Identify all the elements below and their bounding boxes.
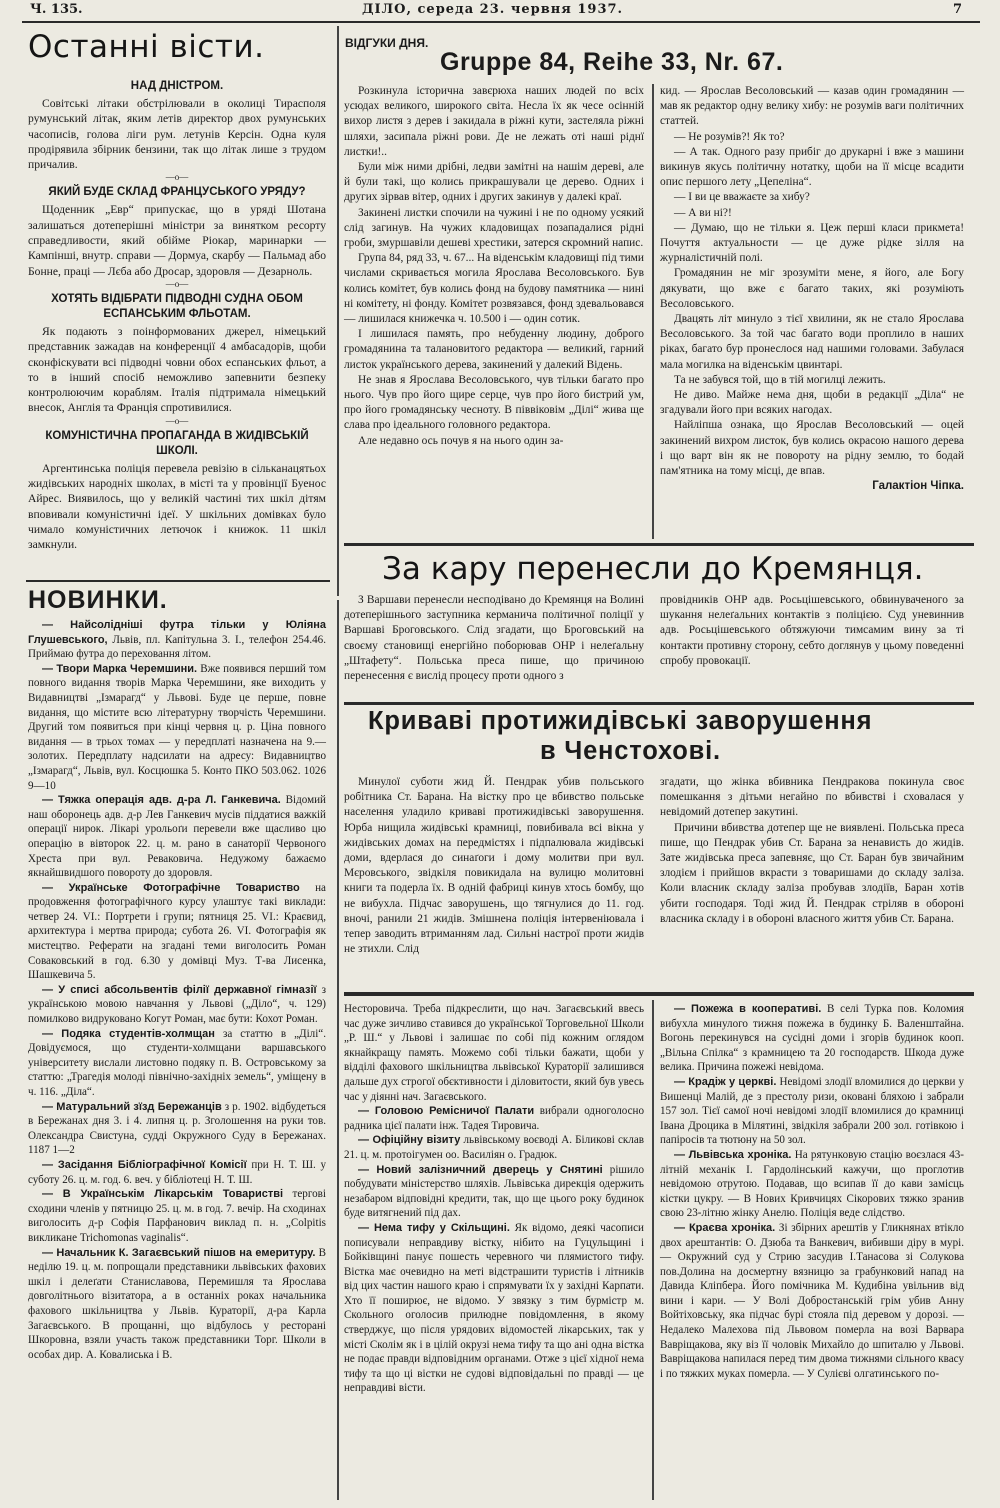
novelty-heading: — Засідання Бібліографічної Комісії <box>42 1158 247 1171</box>
feature-paragraph: Група 84, ряд 33, ч. 67... На віденськім кладовищі під тими числами скривається могила Ярослава Весоловського. Був колись комітет, був колись фонд на будову памятника — нині ні комітету, ні фонду. Комітет розвязався, фонд здевальовався — лишилася книжечка ч. 10.500 і — один сотик. <box>344 252 644 326</box>
novelty-heading: — Начальник К. Загаєвський пішов на емеритуру. <box>42 1246 316 1259</box>
section-rule <box>344 702 974 705</box>
novelty-item <box>28 1027 326 1100</box>
novelty-text: тергові сходини членів у пятницю 25. ц. м. в год. 7. вечір. На сходинах виголосить д-р Софія Парфанович виклад п. н. „Colpitis викликане Trichomonas vaginalis“. <box>28 1188 326 1244</box>
feature-paragraph: — А так. Одного разу прибіг до друкарні і вже з машини викинув якусь політичну нотатку, щоби на її місце всадити опис першого лету „Цепеліна“. <box>660 145 964 189</box>
czestochowa-column-2 <box>660 775 964 927</box>
feature-paragraph: Та не забувся той, що в тій могилці лежить. <box>674 373 886 386</box>
novelty-item <box>28 1187 326 1245</box>
czestochowa-column-1 <box>344 775 644 957</box>
masthead-rule <box>22 21 980 23</box>
latest-news-column <box>28 76 326 553</box>
latest-item-heading: ХОТЯТЬ ВІДІБРАТИ ПІДВОДНІ СУДНА ОБОМ ЕСПАНСЬКИМ ФЛЬОТАМ. <box>51 292 303 320</box>
column-divider <box>337 600 339 1500</box>
news-item <box>344 1104 644 1133</box>
novelties-column <box>28 618 326 1362</box>
feature-paragraph: — І ви це вважаєте за хибу? <box>674 191 810 204</box>
news-text: Несторовича. Треба підкреслити, що нач. Загаєвський ввесь час дуже зичливо ставився до української Торговельної Школи „Р. Ш.“ у Львові і залишає по собі під кожним оглядом якнайкращу память. Можемо собі тільки бажати, щоби у відділі фахового шкільництва львівської Кураторії залишився дальше дух строгої обєктивности і діловитости, який був увесь час у діянні нач. Загаєвського. <box>344 1003 644 1103</box>
feature-paragraph: Але недавно ось почув я на нього один за- <box>358 434 564 447</box>
novelty-heading: — У списі абсольвентів філії державної гімназії <box>42 983 317 996</box>
latest-item-text: Як подають з поінформованих джерел, німецький представник зажадав на конференції 4 амбасадорів, щоби сконфіскувати всі підводні човни обох еспанських фльот, а то в інший спосіб неможливо запевнити безпеку контролюючим кораблям. Італія підтримала німецький внесок, Англія та Франція спротивилися. <box>28 324 326 415</box>
news-item <box>660 1002 964 1075</box>
news-heading: — Пожежа в кооперативі. <box>674 1003 822 1015</box>
novelty-heading: — В Українськім Лікарськім Товаристві <box>42 1188 284 1201</box>
feature-paragraph: Не знав я Ярослава Весоловського, чув тільки багато про нього. Чув про його щире серце, чув про його бистрий ум, про його громадянську чесноту. В піввіковім „Ділі“ жива ще слава про ідеального головного редактора. <box>344 373 644 432</box>
masthead-title: ДІЛО, середа 23. червня 1937. <box>362 2 624 17</box>
novelty-item <box>28 662 326 793</box>
news-item <box>660 1148 964 1221</box>
news-text: В селі Турка пов. Коломия вибухла минулого тижня пожежа в будинку Б. Валенштайна. Вогонь перекинувся на сусідні доми і згорів будинок кооп. „Вільна Спілка“ з крамницею та 20 господарств. Шкода дуже велика. Причина пожежі невідома. <box>660 1003 964 1074</box>
news-heading: — Новий залізничний дверець у Снятині <box>358 1163 603 1176</box>
latest-item-text: Совітські літаки обстрілювали в околиці Тирасполя румунський літак, яким летів директор двох румунських часописів, голова ліги рум. летунів Керсін. Одна куля продірявила збірник бензини, так що літак лише з трудом причалив. <box>28 97 326 172</box>
news-item <box>660 1075 964 1148</box>
latest-news-title: Останні вісти. <box>28 29 265 65</box>
novelty-text: за статтю в „Ділі“. Довідуємося, що студенти-холмщани варшавського університету вислали листовно подяку п. В. Островському за статтю: „Трагедія молоді північно-західніх земель“, уміщену в ч. 116. „Діла“. <box>28 1027 326 1098</box>
news-text: Зі збірних арештів у Гликнянах втікло двох арештантів: О. Дзюба та Ванкевич, вибивши діру в мурі. — Окружний суд у Стрию засудив І.Танасова зі Солукова пов.Долина на досмертну вязницю за грабунковий напад на Давида Кліпбера. Його помічника М. Кудибіна увільнив від вини і кари. — У Волі Добростанській грім убив Анну Войтіховську, яка підчас бурі стояла під деревом у дорозі. — Недалеко Малехова під Львовом померла на возі Варвара Вавріщакова, яку віз її чоловік Михайло до шпиталю у Львові. Вавріщакова напилася перед тим двома тижнями сільного квасу і по тяжких муках померла. — У Сулієві олгатинського по- <box>660 1221 964 1380</box>
czestochowa-text: згадати, що жінка вбивника Пендракова покинула своє помешкання з дітьми негайно по вбивстві і сховалася у невідомий дотепер закутині. <box>660 776 964 819</box>
feature-column-1 <box>344 84 644 449</box>
news-item <box>344 1221 644 1396</box>
feature-paragraph: І лишилася память, про небуденну людину, доброго громадянина та талановитого редактора — великий, гарний листок українського дерева, закинений у далекий Відень. <box>344 328 644 371</box>
novelty-text: Львів, пл. Капітульна 3. І., телефон 254.46. Приймаю футра до переховання літом. <box>28 633 327 661</box>
column-divider <box>652 84 654 539</box>
news-item <box>344 1133 644 1162</box>
novelty-heading: — Найсолідніші футра тільки у Юліяна Глушевського, <box>28 619 326 646</box>
czestochowa-text: Причини вбивства дотепер ще не виявлені. Польська преса пише, що Пендрак убив Ст. Барана за ненависть до жидів. Зате жидівська преса запевняє, що Ст. Баран був звичайним злодієм і прийшов вкрасти з товаришами до складу заліза. Коли власник складу заліза пробував злодіїв, Баран хотів убити господаря. Тоді жид Й. Пендрак стріляв в обороні власника складу і в обороні власного життя убив Ст. Барана. <box>660 821 964 925</box>
news-text: рішило побудувати міністерство шляхів. Львівська дирекція одержить незабаром відповідні кредити, так, що ще цього року будинок буде витягнений під дах. <box>344 1163 644 1220</box>
latest-item-heading: НАД ДНІСТРОМ. <box>130 80 224 92</box>
novelty-item <box>28 881 326 983</box>
novelty-item <box>28 618 326 662</box>
issue-number: Ч. 135. <box>30 2 83 17</box>
novelty-item <box>28 983 326 1027</box>
feature-column-2 <box>660 84 964 494</box>
novelty-text: на продовження фотографічного курсу улаштує такі виклади: четвер 24. VI.: Портрети і групи; пятниця 25. VI.: Краєвид, архитектура і мертва природа; субота 26. VI. Фотографія як мистецтво. Реферати на згадані теми виголосить Роман Соваковський в год. 6.30 у домівці Муз. Т-ва Лисенка, Шашкевича 5. <box>28 881 326 982</box>
news-heading: — Головою Ремісничої Палати <box>358 1105 535 1118</box>
czestochowa-text: Минулої суботи жид Й. Пендрак убив польського робітника Ст. Барана. На вістку про це вбивство польське населення уладило криваві протижидівські заворушення. Юрба нищила жидівські крамниці, повибивала всі вікна у жидівських домах на передмістях і підпалювала жидівські доми, вдерлася до синаґоги і дому молитви при вул. Мєровського, звідкіля повикидала на вулицю молитовні книги та подерла їх. В одній фабриці кинув хтось бомбу, що не вибухла. Підчас заворушень, що тягнулися до 11. год. вночі, ранили 21 жидів. Змішнена поліція інтервеніювала і тепер заводить втриманням лад. Сильні настрої проти жидів не зтихли. Слід <box>344 776 644 956</box>
feature-paragraph: — А ви ні?! <box>674 206 732 219</box>
section-rule <box>344 992 974 996</box>
bottom-column-2 <box>660 1002 964 1381</box>
novelty-text: при Н. Т. Ш. у суботу 26. ц. м. год. 6. веч. у бібліотеці Н. Т. Ш. <box>28 1158 326 1186</box>
novelty-item <box>28 1158 326 1187</box>
novelty-text: Вже появився перший том повного видання творів Марка Черемшини, яке виходить у Видавництві „Ізмарагд“ у Львові. Буде це перше, повне видання, що містите всю літературну творчість Черемшини. Другий том появиться при кінці червня ц. р. Ціна повного видання — в трьох томах — у передплаті назначена на 9.— золотих. Передплату надсилати на адресу: Видавництво „Ізмарагд“, Львів, вул. Косцюшка 5. Конто ПКО 503.062. 1026 9—10 <box>28 662 326 792</box>
feature-paragraph: Закинені листки спочили на чужині і не по одному усякий слід загинув. На чужих кладовищах позападалися рідні гроби, змуршавіли дешеві хрестики, затерся скромний напис. <box>344 206 644 250</box>
kremenets-title: За кару перенесли до Кремянця. <box>382 551 924 587</box>
separator: —о— <box>165 172 189 183</box>
feature-paragraph: кид. — Ярослав Весоловський — казав один громадянин — мав як редактор одну велику хибу: не розумів ваги політичних статтей. <box>660 85 964 128</box>
news-item <box>344 1163 644 1221</box>
latest-item-text: Аргентинська поліція перевела ревізію в сільканацятьох жидівських народніх школах, в місті та у провінції Буенос Айрес. Виявилось, що у великій частині тих шкіл дітям вповивали комуністичні ідеї. У шкільних домівках було чимало комуністичних летючок і книжок. 11 шкіл замкнули. <box>28 461 326 552</box>
news-text: Невідомі злодії вломилися до церкви у Вишенці Малій, де з престолу ризи, оковані бляхою і забрали 157 зол. Тієї самої ночі невідомі злодії вломилися до крамниці Івана Дроцика в Мілятині, звідкіля забрали 200 зол. готівкою і папіросів та тютюну на 50 зол. <box>660 1075 965 1147</box>
feature-signature: Галактіон Чіпка. <box>872 480 964 493</box>
feature-paragraph: Двацять літ минуло з тієї хвилини, як не стало Ярослава Весоловського. За той час багато води проплило в наших ріках, багато бур пронеслося над нашими головами. Забулася мала могилка на віденськім цвинтарі. <box>660 313 964 371</box>
feature-paragraph: Найліпша ознака, що Ярослав Весоловський — оцей закинений вихром листок, був колись окрасою нашого дерева і що варт він як не повороту на рідну землю, то бодай пам'ятника на тому місці, де впав. <box>660 419 964 478</box>
novelty-heading: — Подяка студентів-холмщан <box>42 1027 215 1040</box>
separator: —о— <box>165 415 189 426</box>
news-heading: — Крадіж у церкві. <box>674 1075 777 1088</box>
novelty-item <box>28 793 326 881</box>
news-heading: — Львівська хроніка. <box>674 1148 792 1161</box>
news-heading: — Офіційну візиту <box>358 1134 461 1147</box>
novelty-heading: — Тяжка операція адв. д-ра Л. Ганкевича. <box>42 794 281 807</box>
latest-item-text: Щоденник „Евр“ припускає, що в уряді Шотана залишаться дотеперішні міністри за винятком ресорту справедливости, який обійме Ріокар, маринарки — Кампінші, внутр. справи — Дормуа, скарбу — Пальмад або Бонне, праці — Лєба або Дросар, здоровля — Дезарноль. <box>28 203 326 278</box>
masthead <box>22 2 980 20</box>
news-heading: — Нема тифу у Скільщині. <box>358 1221 510 1234</box>
latest-item-heading: КОМУНІСТИЧНА ПРОПАГАНДА В ЖИДІВСЬКІЙ ШКОЛІ. <box>45 429 309 457</box>
kremenets-column-2 <box>660 593 964 669</box>
column-divider <box>337 26 339 596</box>
latest-item-heading: ЯКИЙ БУДЕ СКЛАД ФРАНЦУСЬКОГО УРЯДУ? <box>48 186 306 199</box>
news-heading: — Краєва хроніка. <box>674 1221 776 1234</box>
novelty-item <box>28 1100 326 1158</box>
bottom-column-1 <box>344 1002 644 1396</box>
column-divider <box>652 1000 654 1500</box>
section-rule <box>344 543 974 546</box>
novelty-text: з українською мовою навчання у Львові („Діло“, ч. 129) помилково видруковано Когут Роман, має бути: Кохот Роман. <box>28 983 326 1026</box>
news-text: львівському воєводі А. Біликові склав 21. ц. м. протоігумен оо. Василіян о. Градюк. <box>344 1134 644 1161</box>
feature-kicker: ВІДГУКИ ДНЯ. <box>345 36 429 50</box>
news-item <box>344 1002 644 1104</box>
feature-paragraph: Не диво. Майже нема дня, щоби в редакції „Діла“ не згадували його при всяких нагодах. <box>660 389 964 417</box>
feature-paragraph: Громадянин не міг зрозуміти мене, я його, але Богу дякувати, що вже є багато таких, які розуміють Весоловського. <box>660 267 964 310</box>
feature-paragraph: — Не розумів?! Як то? <box>674 130 785 143</box>
novelty-text: В неділю 19. ц. м. попрощали представники львівських фахових шкіл і делеґати Станиславова, Перемишля та Ярослава довголітнього візитатора, а в останніх роках начальника фахового шкільництва у Львів. Кураторії, д-ра Карла Загаєвського. В прощанні, що відбулось у ресторані Шкоровна, взяли участь також представники Торг. Школи в особах дир. А. Ковалиська і В. <box>28 1246 326 1361</box>
feature-paragraph: Розкинула історична завєрюха наших людей по всіх усюдах великого, широкого світа. Несла їх як чесе осінній вихор листя з дерев і закидала в ріжні кути, застеляла ріжні шляхи, засипала ріжні рови. Де не лежать оті наші ріднї листки!.. <box>344 85 644 158</box>
news-text: Як відомо, деякі часописи пописували неправдиву вістку, нібито на Гуцульщині і Бойківщині панує пошесть черевного чи плямистого тифу. Вістка має очевидно на меті відстрашити туристів і літників від цих частин нашого краю і спрямувати їх у західні Карпати. Хто її поширює, не відомо. У звязку з тим бурмістр м. Скольного оголосив прилюдне повідомлення, в якому стверджує, що після урядових відомостей лікарських, так у місті Сколім як і в цілій окрузі нема тифу та що ані одна вістка не подає правди відповідним органами. Отже з цієї хідної нема тифу та що ці вістки не судові відповідальні по правді — це неправдиві вісти. <box>344 1221 644 1395</box>
novelty-text: Відомий наш оборонець адв. д-р Лев Ганкевич мусів піддатися важкій операції нирок. Лікарі урольоґи перевели вже щасливо цю операцію в вівторок 22. ц. м. рано в санаторії Червоного Хреста при вул. Реваковича. Недужому бажаємо якнайшвидшого повороту до здоровля. <box>28 794 326 880</box>
kremenets-text: З Варшави перенесли несподівано до Кремянця на Волині дотеперішнього заступника керманича політичної поліції у Варшаві Броговського. Слід згадати, що Броговський на своєму становищі енергійно поборював ОНР і нелеґальну „Штафету“. Польська преса пише, що причиною перенесення є вислід процесу проти одного з <box>344 594 644 683</box>
novelty-heading: — Українське Фотографічне Товариство <box>42 881 300 894</box>
news-text: вибрали одноголосно радника цієї палати інж. Тадея Тировича. <box>344 1105 645 1132</box>
feature-title: Gruppe 84, Reihe 33, Nr. 67. <box>440 48 784 76</box>
czestochowa-title-line-2: в Ченстохові. <box>540 737 721 765</box>
kremenets-column-1 <box>344 593 644 684</box>
news-text: На рятунковую стацію воєзлася 43-літній механік І. Гардолінський кажучи, що проглотив невідомою отрутою. Подавав, що всипав її до кави замісць кістки цукру. — В Нових Кривчицях Сікорових тяжко зранив свою 23-літню жінку Анелю. Поліція веде слідство. <box>660 1148 964 1220</box>
section-rule <box>26 580 330 582</box>
novelty-item <box>28 1246 326 1363</box>
feature-paragraph: Були між ними дрібні, ледви замітні на нашім дереві, але й були такі, що колись прикрашували це дерево. Одних і других зірвав вітер, одних і других закинув у далекі краї. <box>344 161 644 204</box>
czestochowa-title-line-1: Криваві протижидівські заворушення <box>368 707 873 735</box>
news-item <box>660 1221 964 1382</box>
kremenets-text: провідників ОНР адв. Росьцішевського, обвинуваченого за шукання нелеґальних контактів з поліцією. Суд уневиннив адв. Росьцішевського обтяжуючи тимсамим вину за ті контакти противну сторону, себто доглянув у цьому поведенні спробу провокації. <box>660 594 964 667</box>
novelty-text: з р. 1902. відбудеться в Бережанах дня 3. і 4. липня ц. р. Зголошення на руки тов. Олександра Свистуна, судді Окружного Суду в Бережанах. 1187 1—2 <box>28 1100 327 1157</box>
novelty-heading: — Твори Марка Черемшини. <box>42 662 198 675</box>
page-number: 7 <box>952 2 962 17</box>
novelty-heading: — Матуральний зїзд Бережанців <box>42 1100 222 1113</box>
separator: —о— <box>165 278 189 289</box>
novelties-title: НОВИНКИ. <box>28 586 168 614</box>
feature-paragraph: — Думаю, що не тільки я. Цеж перші класи прикмета! Почуття актуальности — це дуже рідке зілля на журналістичній полі. <box>660 221 964 265</box>
